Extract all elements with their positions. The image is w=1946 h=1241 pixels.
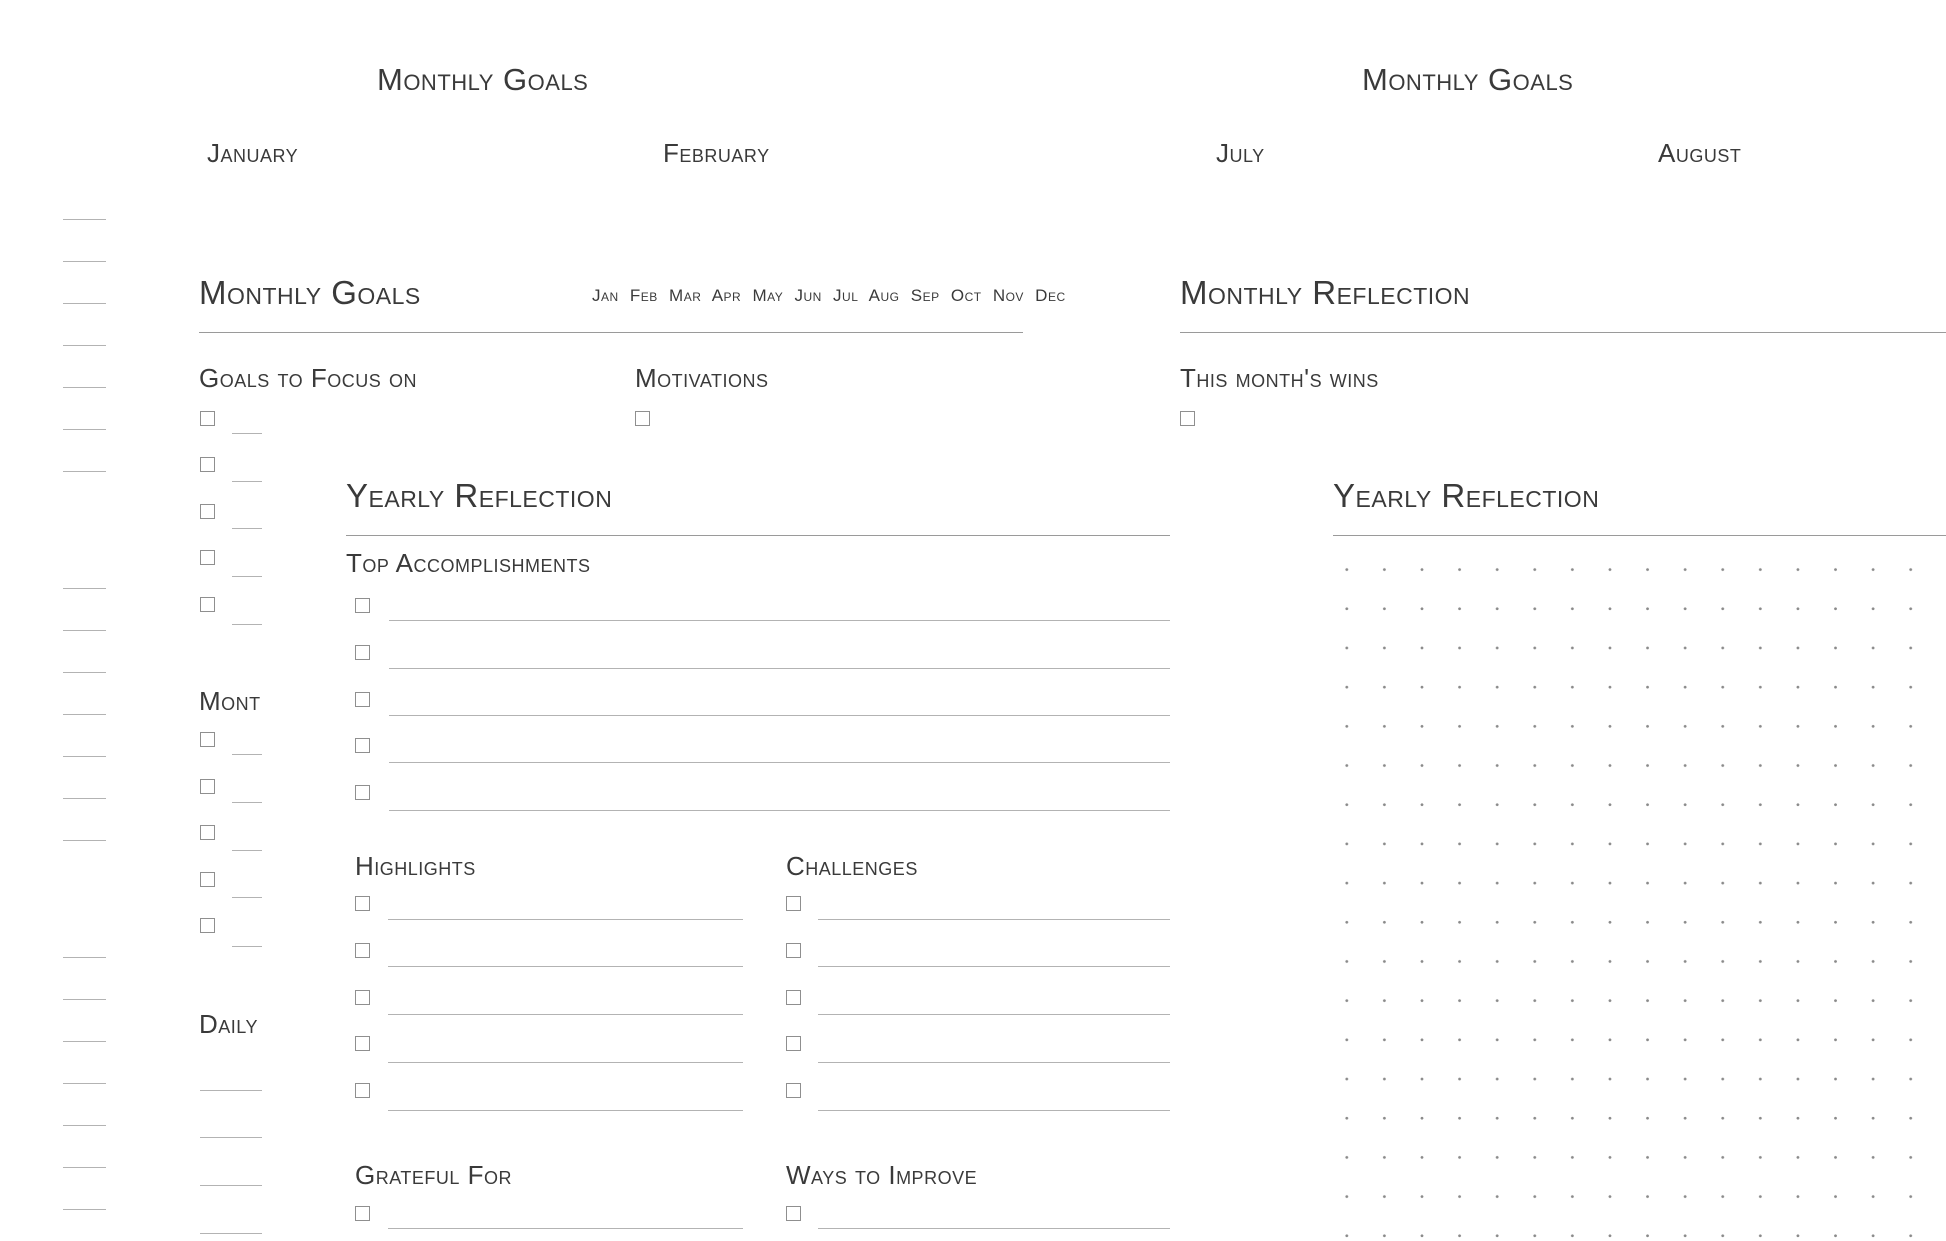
goal-line-5[interactable] <box>232 624 262 625</box>
goal-line-4[interactable] <box>232 576 262 577</box>
highlight-checkbox-1[interactable] <box>355 896 370 911</box>
goal-line-1[interactable] <box>232 433 262 434</box>
month-tab-oct[interactable]: Oct <box>950 286 982 305</box>
month-tab-mar[interactable]: Mar <box>669 286 702 305</box>
top-checkbox-3[interactable] <box>355 692 370 707</box>
top-checkbox-2[interactable] <box>355 645 370 660</box>
month-tab-jul[interactable]: Jul <box>833 286 859 305</box>
month-tab-sep[interactable]: Sep <box>910 286 940 305</box>
top-checkbox-1[interactable] <box>355 598 370 613</box>
yearly-reflection-title: Yearly Reflection <box>346 477 613 514</box>
month-label-august: August <box>1658 138 1742 168</box>
grateful-checkbox-1[interactable] <box>355 1206 370 1221</box>
goal-checkbox-1[interactable] <box>200 411 215 426</box>
daily-section-label-partial: Daily <box>199 1009 258 1039</box>
goal-checkbox-4[interactable] <box>200 550 215 565</box>
motivation-checkbox-1[interactable] <box>635 411 650 426</box>
month-label-january: January <box>207 138 299 168</box>
top-line-5[interactable] <box>389 810 1170 811</box>
challenge-checkbox-1[interactable] <box>786 896 801 911</box>
highlight-checkbox-2[interactable] <box>355 943 370 958</box>
highlight-checkbox-5[interactable] <box>355 1083 370 1098</box>
dot-grid[interactable] <box>1318 540 1946 1241</box>
month-tab-may[interactable]: May <box>752 286 784 305</box>
top-line-2[interactable] <box>389 668 1170 669</box>
month-tab-apr[interactable]: Apr <box>711 286 742 305</box>
goal-line-2[interactable] <box>232 481 262 482</box>
monthly-reflection-title: Monthly Reflection <box>1180 274 1471 311</box>
challenge-checkbox-3[interactable] <box>786 990 801 1005</box>
top-checkbox-4[interactable] <box>355 738 370 753</box>
improve-checkbox-1[interactable] <box>786 1206 801 1221</box>
back-left-title: Monthly Goals <box>377 62 589 97</box>
top-accomplishments-label: Top Accomplishments <box>346 548 591 578</box>
top-line-1[interactable] <box>389 620 1170 621</box>
challenge-checkbox-4[interactable] <box>786 1036 801 1051</box>
monthly-goals-title: Monthly Goals <box>199 274 421 311</box>
goal-checkbox-2[interactable] <box>200 457 215 472</box>
yearly-reflection-dots-title: Yearly Reflection <box>1333 477 1600 514</box>
top-line-4[interactable] <box>389 762 1170 763</box>
goal-line-3[interactable] <box>232 528 262 529</box>
monthly-checkbox-5[interactable] <box>200 918 215 933</box>
monthly-checkbox-1[interactable] <box>200 732 215 747</box>
monthly-checkbox-4[interactable] <box>200 872 215 887</box>
month-label-february: February <box>663 138 770 168</box>
yearly-reflection-dots-rule <box>1333 535 1946 536</box>
month-tab-dec[interactable]: Dec <box>1035 286 1066 305</box>
yearly-reflection-rule <box>346 535 1170 536</box>
this-months-wins-label: This month's wins <box>1180 363 1379 393</box>
back-right-title: Monthly Goals <box>1362 62 1574 97</box>
ways-to-improve-label: Ways to Improve <box>786 1160 978 1190</box>
challenge-checkbox-2[interactable] <box>786 943 801 958</box>
top-checkbox-5[interactable] <box>355 785 370 800</box>
goal-checkbox-5[interactable] <box>200 597 215 612</box>
month-label-july: July <box>1216 138 1265 168</box>
monthly-checkbox-2[interactable] <box>200 779 215 794</box>
highlight-checkbox-3[interactable] <box>355 990 370 1005</box>
month-tab-feb[interactable]: Feb <box>629 286 658 305</box>
monthly-goals-header-rule <box>199 332 1023 333</box>
month-tab-jun[interactable]: Jun <box>794 286 822 305</box>
grateful-for-label: Grateful For <box>355 1160 513 1190</box>
goals-to-focus-label: Goals to Focus on <box>199 363 417 393</box>
month-tab-aug[interactable]: Aug <box>868 286 900 305</box>
monthly-checkbox-3[interactable] <box>200 825 215 840</box>
monthly-section-label-partial: Mont <box>199 686 261 716</box>
month-tabs <box>592 286 1072 306</box>
highlights-label: Highlights <box>355 851 476 881</box>
highlight-checkbox-4[interactable] <box>355 1036 370 1051</box>
goal-checkbox-3[interactable] <box>200 504 215 519</box>
motivations-label: Motivations <box>635 363 769 393</box>
challenge-checkbox-5[interactable] <box>786 1083 801 1098</box>
month-tab-nov[interactable]: Nov <box>992 286 1024 305</box>
monthly-reflection-rule <box>1180 332 1946 333</box>
wins-checkbox-1[interactable] <box>1180 411 1195 426</box>
top-line-3[interactable] <box>389 715 1170 716</box>
month-tab-jan[interactable]: Jan <box>592 286 619 305</box>
challenges-label: Challenges <box>786 851 918 881</box>
